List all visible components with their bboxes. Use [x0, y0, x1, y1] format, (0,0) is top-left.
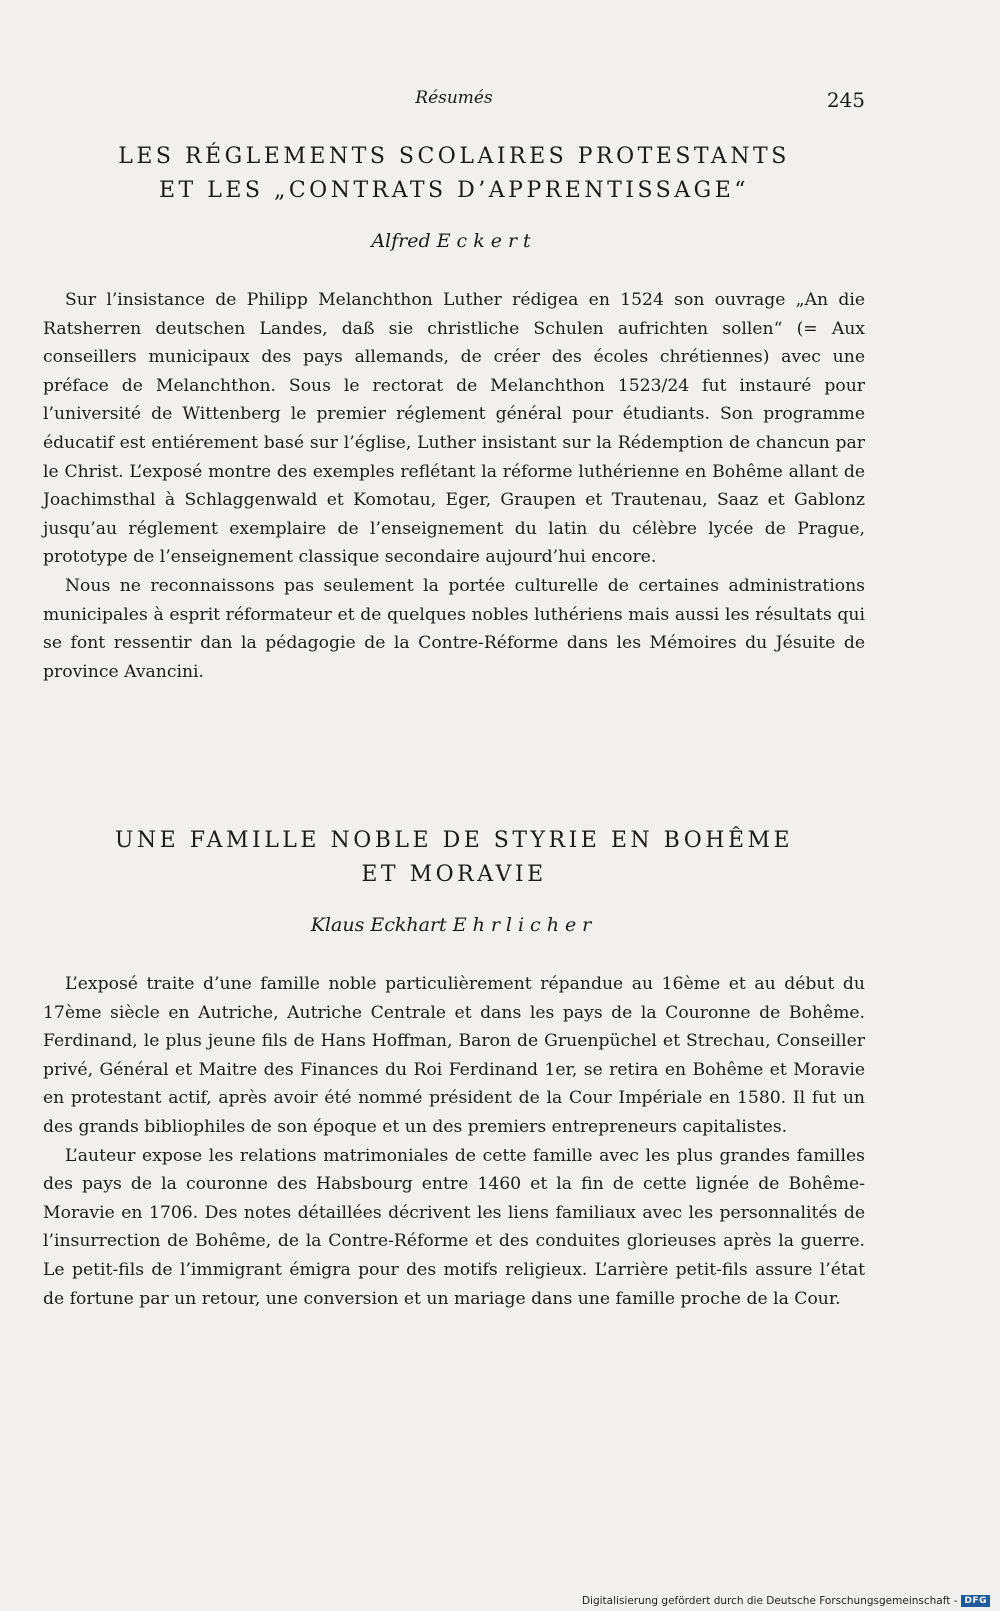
running-title: Résumés [415, 88, 493, 108]
paragraph: Sur l’insistance de Philipp Melanchthon Luther rédigea en 1524 son ouvrage „An die Ratsherren deutschen Landes, daß sie christliche Schulen aufrichten sollen“ (= Aux conseillers municipaux des pays allemands, de créer des écoles chrétiennes) avec une préface de Melanchthon. Sous le rectorat de Melanchthon 1523/24 fut instauré pour l’université de Wittenberg le premier réglement général pour étudiants. Son programme éducatif est entiérement basé sur l’église, Luther insistant sur la Rédemption de chancun par le Christ. L’exposé montre des exemples reflétant la réforme luthérienne en Bohême allant de Joachimsthal à Schlaggenwald et Komotau, Eger, Graupen et Trautenau, Saaz et Gablonz jusqu’au réglement exemplaire de l’enseignement du latin du célèbre lycée de Prague, prototype de l’enseignement classique secondaire aujourd’hui encore. [43, 290, 865, 568]
article-title [43, 824, 865, 892]
credit-text: Digitalisierung gefördert durch die Deutsche Forschungsgemeinschaft - [581, 1595, 958, 1607]
digitization-credit [582, 1595, 990, 1607]
article-body [43, 970, 865, 1313]
article-title [43, 140, 865, 208]
dfg-logo: DFG [961, 1595, 990, 1607]
article-noble-family [43, 824, 865, 1313]
article-author [43, 914, 865, 940]
page-number: 245 [826, 88, 865, 112]
running-head [43, 88, 865, 118]
article-author [43, 230, 865, 256]
paragraph: Nous ne reconnaissons pas seulement la portée culturelle de certaines administrations municipales à esprit réformateur et de quelques nobles luthériens mais aussi les résultats qui se font ressentir dan la pédagogie de la Contre-Réforme dans les Mémoires du Jésuite de province Avancini. [43, 575, 865, 682]
article-title-line: ET LES „CONTRATS D’APPRENTISSAGE“ [158, 178, 750, 203]
article-title-line: ET MORAVIE [361, 862, 547, 887]
paragraph: L’exposé traite d’une famille noble particulièrement répandue au 16ème et au début du 17ème siècle en Autriche, Autriche Centrale et dans les pays de la Couronne de Bohême. Ferdinand, le plus jeune fils de Hans Hoffman, Baron de Gruenpüchel et Strechau, Conseiller privé, Général et Maitre des Finances du Roi Ferdinand 1er, se retira en Bohême et Moravie en protestant actif, après avoir été nommé président de la Cour Impériale en 1580. Il fut un des grands bibliophiles de son époque et un des premiers entrepreneurs capitalistes. [43, 974, 865, 1137]
article-school-regulations [43, 140, 865, 686]
article-title-line: LES RÉGLEMENTS SCOLAIRES PROTESTANTS [118, 144, 790, 169]
author-family-name: Ehrlicher [452, 914, 598, 936]
article-title-line: UNE FAMILLE NOBLE DE STYRIE EN BOHÊME [114, 828, 794, 853]
author-family-name: Eckert [436, 230, 537, 252]
author-given-name: Klaus Eckhart [310, 914, 447, 936]
paragraph: L’auteur expose les relations matrimoniales de cette famille avec les plus grandes familles des pays de la couronne des Habsbourg entre 1460 et la fin de cette lignée de Bohême-Moravie en 1706. Des notes détaillées décrivent les liens familiaux avec les personnalités de l’insurrection de Bohême, de la Contre-Réforme et des conduites glorieuses après la guerre. Le petit-fils de l’immigrant émigra pour des motifs religieux. L’arrière petit-fils assure l’état de fortune par un retour, une conversion et un mariage dans une famille proche de la Cour. [43, 1145, 865, 1309]
article-body [43, 286, 865, 686]
author-given-name: Alfred [371, 230, 431, 252]
